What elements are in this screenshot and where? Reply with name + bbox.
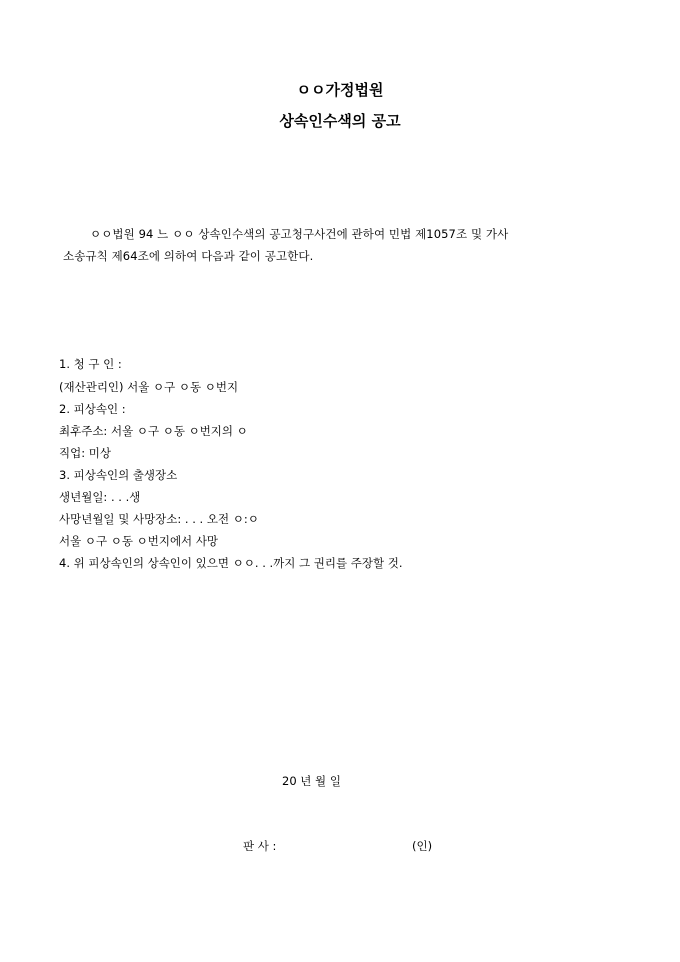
item-death-location: 서울 ㅇ구 ㅇ동 ㅇ번지에서 사망 xyxy=(59,534,219,548)
court-name: ㅇㅇ가정법원 xyxy=(296,81,384,99)
body-paragraph-line-2: 소송규칙 제64조에 의하여 다음과 같이 공고한다. xyxy=(63,249,314,263)
item-claim-deadline: 4. 위 피상속인의 상속인이 있으면 ㅇㅇ. . .까지 그 권리를 주장할 것. xyxy=(59,556,403,570)
date-line: 20 년 월 일 xyxy=(282,774,341,788)
item-claimant-address: (재산관리인) 서울 ㅇ구 ㅇ동 ㅇ번지 xyxy=(59,380,239,394)
item-decedent-heading: 2. 피상속인 : xyxy=(59,402,126,416)
item-death-date-place: 사망년월일 및 사망장소: . . . 오전 ㅇ:ㅇ xyxy=(59,512,259,526)
item-birth-date: 생년월일: . . .생 xyxy=(59,490,141,504)
item-birthplace-heading: 3. 피상속인의 출생장소 xyxy=(59,468,178,482)
seal-mark: (인) xyxy=(412,839,433,853)
item-claimant-heading: 1. 청 구 인 : xyxy=(59,357,122,371)
judge-label: 판 사 : xyxy=(243,839,277,853)
body-paragraph-line-1: ㅇㅇ법원 94 느 ㅇㅇ 상속인수색의 공고청구사건에 관하여 민법 제1057조 및 가사 xyxy=(90,227,509,241)
document-title: 상속인수색의 공고 xyxy=(279,112,401,130)
item-occupation: 직업: 미상 xyxy=(59,446,111,460)
item-last-address: 최후주소: 서울 ㅇ구 ㅇ동 ㅇ번지의 ㅇ xyxy=(59,424,248,438)
